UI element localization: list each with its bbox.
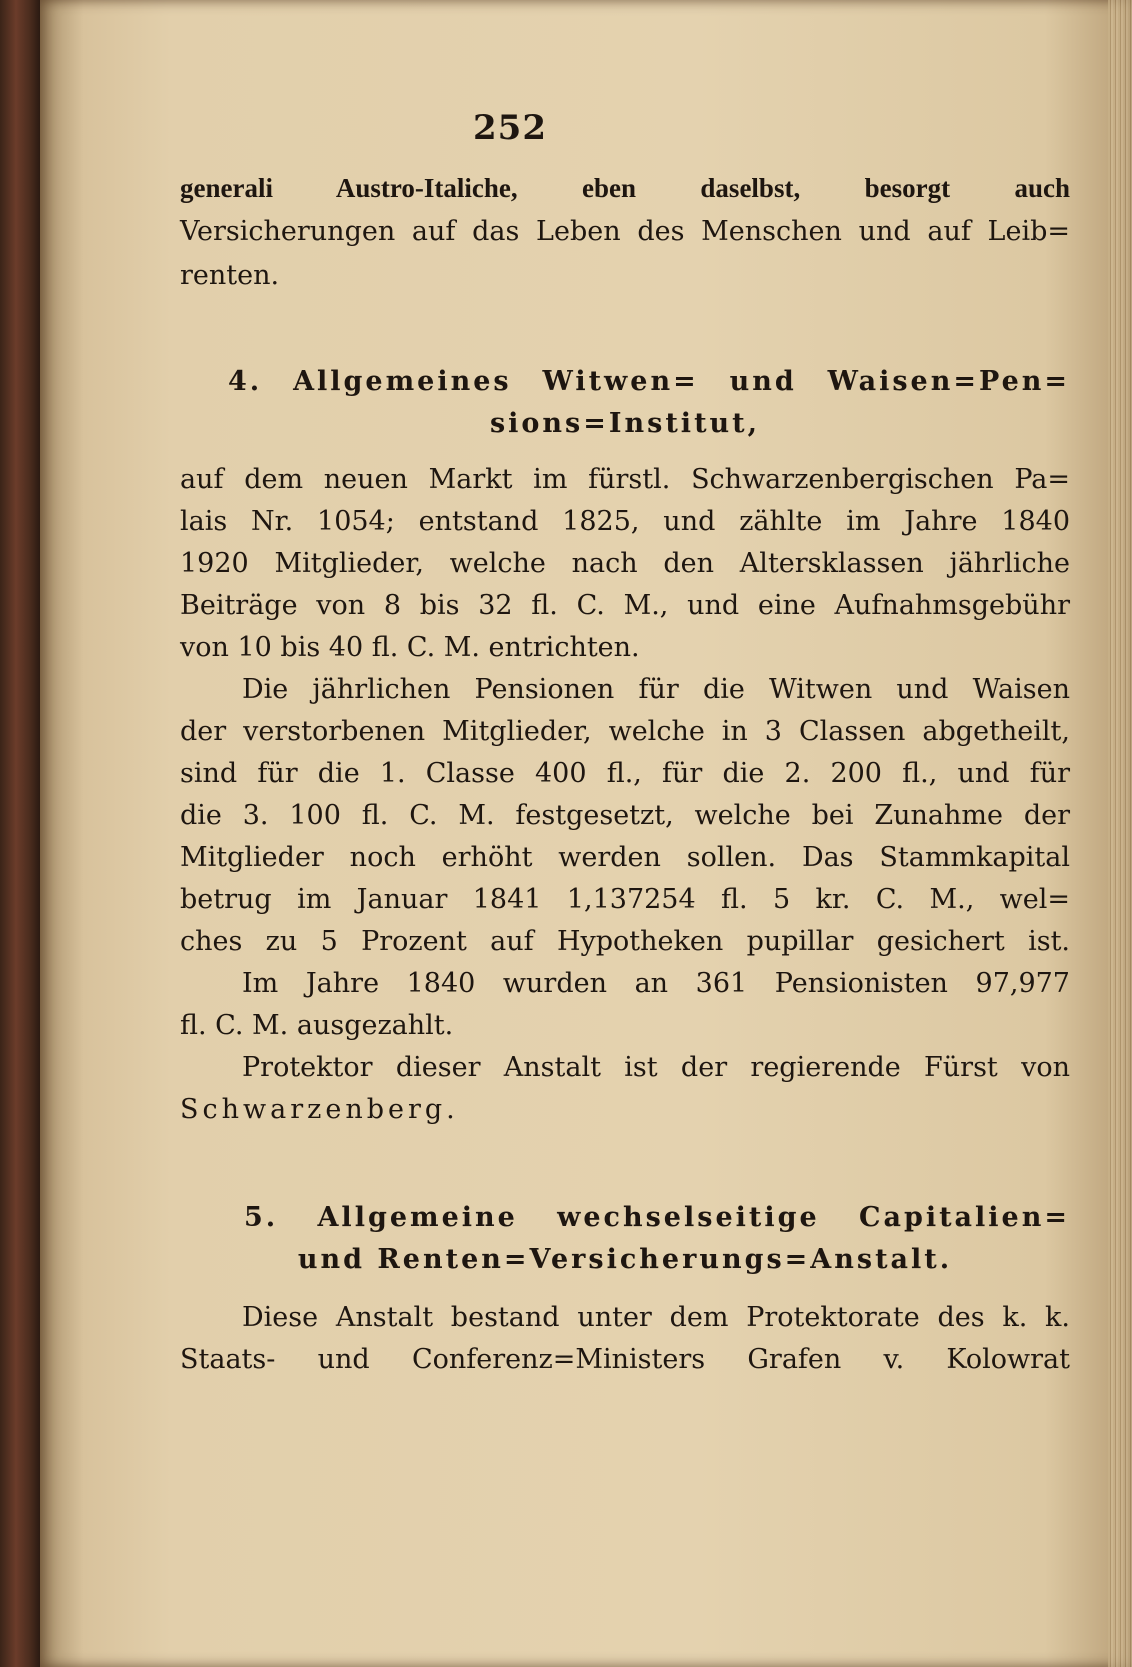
- text-line: ches zu 5 Prozent auf Hypotheken pupillar gesichert ist.: [180, 926, 1070, 957]
- text-line: Mitglieder noch erhöht werden sollen. Das Stammkapital: [180, 842, 1070, 873]
- text-line: Diese Anstalt bestand unter dem Protektorate des k. k.: [242, 1302, 1070, 1333]
- text-line: Die jährlichen Pensionen für die Witwen und Waisen: [242, 674, 1070, 705]
- text-line: Beiträge von 8 bis 32 fl. C. M., und eine Aufnahmsgebühr: [180, 590, 1070, 621]
- text-line: Schwarzenberg.: [180, 1094, 459, 1125]
- text-line: auf dem neuen Markt im fürstl. Schwarzenbergischen Pa=: [180, 464, 1070, 495]
- section-heading-5: 5. Allgemeine wechselseitige Capitalien=: [244, 1202, 1070, 1233]
- book-binding: [0, 0, 40, 1667]
- text-line: lais Nr. 1054; entstand 1825, und zählte im Jahre 1840: [180, 506, 1070, 537]
- section-heading-4: 4. Allgemeines Witwen= und Waisen=Pen=: [228, 366, 1070, 397]
- text-line: von 10 bis 40 fl. C. M. entrichten.: [180, 632, 640, 663]
- page-number: 252: [473, 108, 547, 148]
- text-line: Protektor dieser Anstalt ist der regierende Fürst von: [242, 1052, 1070, 1083]
- section-heading-5-cont: und Renten=Versicherungs=Anstalt.: [297, 1244, 953, 1275]
- text-line: Staats- und Conferenz=Ministers Grafen v. Kolowrat: [180, 1344, 1070, 1375]
- section-heading-4-cont: sions=Institut,: [489, 408, 761, 439]
- text-line: die 3. 100 fl. C. M. festgesetzt, welche bei Zunahme der: [180, 800, 1070, 831]
- text-line-content: generali Austro-Italiche, eben daselbst, besorgt auch: [180, 173, 1070, 203]
- text-line: [180, 166, 1070, 210]
- text-line: 1920 Mitglieder, welche nach den Altersklassen jährliche: [180, 548, 1070, 579]
- book-page: [40, 0, 1132, 1667]
- text-line: sind für die 1. Classe 400 fl., für die 2. 200 fl., und für: [180, 758, 1070, 789]
- text-line: der verstorbenen Mitglieder, welche in 3 Classen abgetheilt,: [180, 716, 1070, 747]
- page-edge: [1108, 0, 1132, 1667]
- text-line: betrug im Januar 1841 1,137254 fl. 5 kr. C. M., wel=: [180, 884, 1070, 915]
- text-line: Versicherungen auf das Leben des Menschen und auf Leib=: [180, 216, 1070, 247]
- text-line: renten.: [180, 260, 280, 291]
- text-line: fl. C. M. ausgezahlt.: [180, 1010, 454, 1041]
- text-line: Im Jahre 1840 wurden an 361 Pensionisten 97,977: [242, 968, 1070, 999]
